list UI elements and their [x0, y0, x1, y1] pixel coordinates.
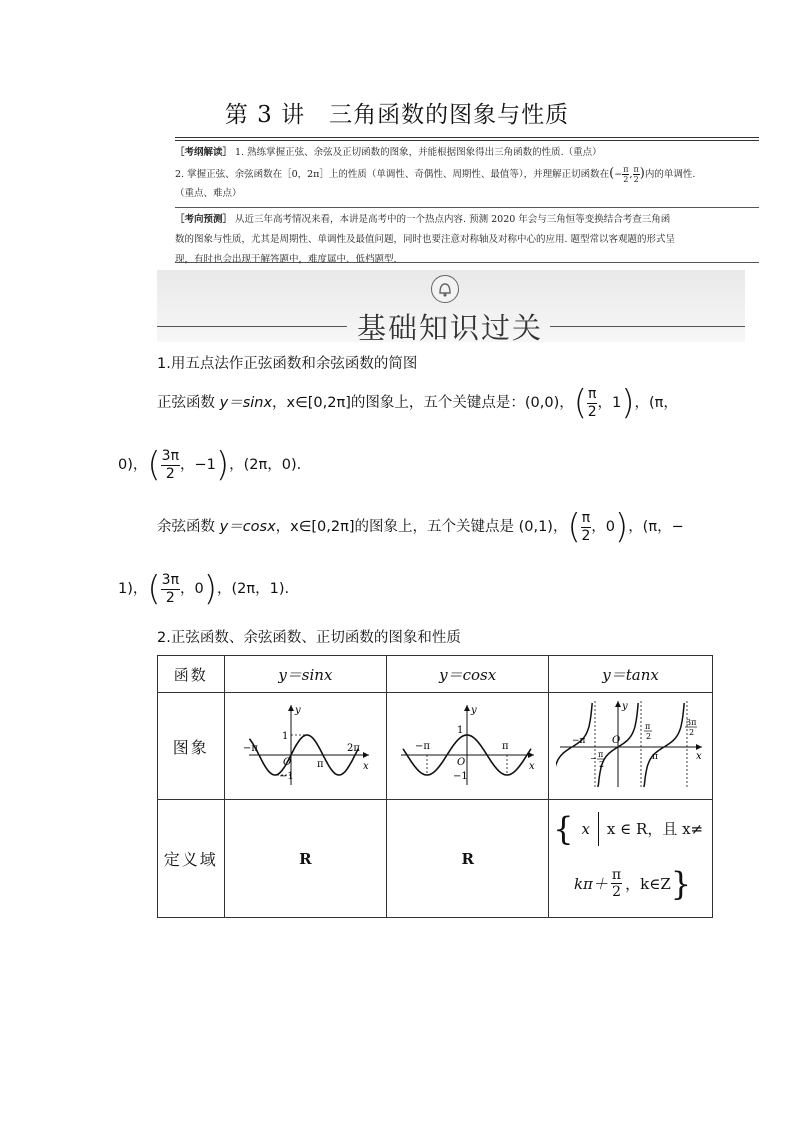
svg-text:2π: 2π — [347, 743, 361, 754]
cos-graph — [395, 699, 540, 789]
table-row-graph — [158, 693, 713, 800]
banner-line-right — [550, 326, 745, 327]
table-row-domain — [158, 800, 713, 918]
outline-line-1 — [175, 143, 759, 163]
outline-line-3: （重点、难点） — [175, 188, 242, 199]
cos-keypoints-line-2: 1)，( $\frac{3\pi}{2}$ ，0)，(2π，1). — [118, 569, 290, 609]
svg-text:2: 2 — [645, 732, 651, 741]
outline-bottom-rule — [175, 262, 759, 263]
section-2-heading: 2.正弦函数、余弦函数、正切函数的图象和性质 — [157, 630, 461, 646]
svg-text:−: − — [589, 754, 597, 763]
cos-graph-cell — [387, 693, 549, 800]
svg-text:π: π — [597, 750, 603, 759]
sin-keypoints-line-1: 正弦函数 y＝sinx，x∈[0,2π]的图象上，五个关键点是：(0,0)，( $\frac{\pi}{2}$ ，1)，(π， — [157, 383, 678, 423]
banner-line-left — [157, 326, 347, 327]
svg-text:x: x — [363, 761, 370, 772]
svg-text:x: x — [529, 761, 535, 772]
outline-text-1: 1. 熟练掌握正弦、余弦及正切函数的图象，并能根据图象得出三角函数的性质.（重点） — [235, 147, 602, 158]
svg-text:π: π — [502, 741, 509, 752]
svg-text:x: x — [695, 751, 702, 762]
svg-text:O: O — [283, 757, 292, 768]
outline-text-2b: 内的单调性. — [644, 169, 696, 180]
svg-text:−1: −1 — [279, 771, 295, 782]
cos-keypoints-line-1: 余弦函数 y＝cosx，x∈[0,2π]的图象上，五个关键点是 (0,1)，( $\frac{\pi}{2}$ ，0)，(π，− — [157, 507, 684, 547]
outline-tag-1: ［考纲解读］ — [175, 147, 233, 158]
sin-keypoints-line-2: 0)，( $\frac{3\pi}{2}$ ，−1)，(2π，0). — [118, 445, 302, 485]
sin-domain: R — [224, 800, 387, 918]
title-rule — [175, 137, 759, 141]
row-label-domain: 定义域 — [158, 800, 225, 918]
svg-text:−1: −1 — [453, 771, 468, 782]
tan-domain-condition: x ∈ R，且 x≠ — [606, 820, 704, 838]
header-cos: y＝cosx — [387, 656, 549, 693]
svg-text:−π: −π — [243, 743, 259, 754]
page-title: 第 3 讲 三角函数的图象与性质 — [224, 102, 570, 128]
svg-text:y: y — [295, 705, 302, 716]
prediction-line-1: ［考向预测］ 从近三年高考情况来看，本讲是高考中的一个热点内容. 预测 2020 年会与三角恒等变换结合考查三角函 — [175, 214, 671, 225]
table-header-row — [158, 656, 713, 693]
outline-line-2: 2. 掌握正弦、余弦函数在［0，2π］上的性质（单调性、奇偶性、周期性、最值等），并理解正切函数在(− $\frac{\pi}{2}$ , $\frac{\pi}{2}$ )内的单调性. — [175, 164, 696, 184]
svg-text:2: 2 — [598, 760, 604, 769]
header-tan: y＝tanx — [549, 656, 713, 693]
tan-graph — [556, 697, 706, 791]
row-label-graph: 图象 — [158, 693, 225, 800]
tan-graph-cell — [549, 693, 713, 800]
svg-text:3π: 3π — [685, 718, 696, 727]
prediction-line-3: 现，有时也会出现于解答题中，难度属中、低档题型. — [175, 254, 397, 265]
bell-icon — [431, 275, 459, 303]
prediction-line-2: 数的图象与性质，尤其是周期性、单调性及最值问题，同时也要注意对称轴及对称中心的应用. 题型常以客观题的形式呈 — [175, 234, 676, 245]
header-sin: y＝sinx — [224, 656, 387, 693]
svg-text:1: 1 — [282, 731, 289, 742]
banner-title: 基础知识过关 — [356, 311, 543, 345]
svg-text:π: π — [651, 752, 658, 762]
svg-text:π: π — [317, 759, 324, 770]
sin-graph — [235, 699, 375, 789]
tan-branch — [643, 703, 683, 787]
tan-domain: { x x ∈ R，且 x≠ kπ＋ $\frac{\pi}{2}$ ，k∈Z } — [549, 800, 713, 918]
header-function: 函数 — [158, 656, 225, 693]
svg-text:−π: −π — [415, 741, 431, 752]
outline-text-2a: 2. 掌握正弦、余弦函数在［0，2π］上的性质（单调性、奇偶性、周期性、最值等），并理解正切函数在 — [175, 169, 610, 180]
sin-graph-cell — [224, 693, 387, 800]
svg-text:2: 2 — [688, 728, 694, 737]
svg-text:y: y — [621, 701, 628, 712]
cos-domain: R — [387, 800, 549, 918]
svg-text:y: y — [471, 705, 477, 716]
svg-text:1: 1 — [457, 725, 464, 736]
outline-tag-2: ［考向预测］ — [175, 214, 233, 225]
section-1-heading: 1.用五点法作正弦函数和余弦函数的简图 — [157, 356, 418, 372]
outline-divider — [175, 207, 759, 208]
svg-text:O: O — [611, 735, 620, 746]
trig-properties-table — [157, 655, 713, 918]
svg-text:O: O — [457, 757, 466, 768]
svg-text:−π: −π — [571, 736, 586, 746]
svg-text:π: π — [644, 722, 650, 731]
